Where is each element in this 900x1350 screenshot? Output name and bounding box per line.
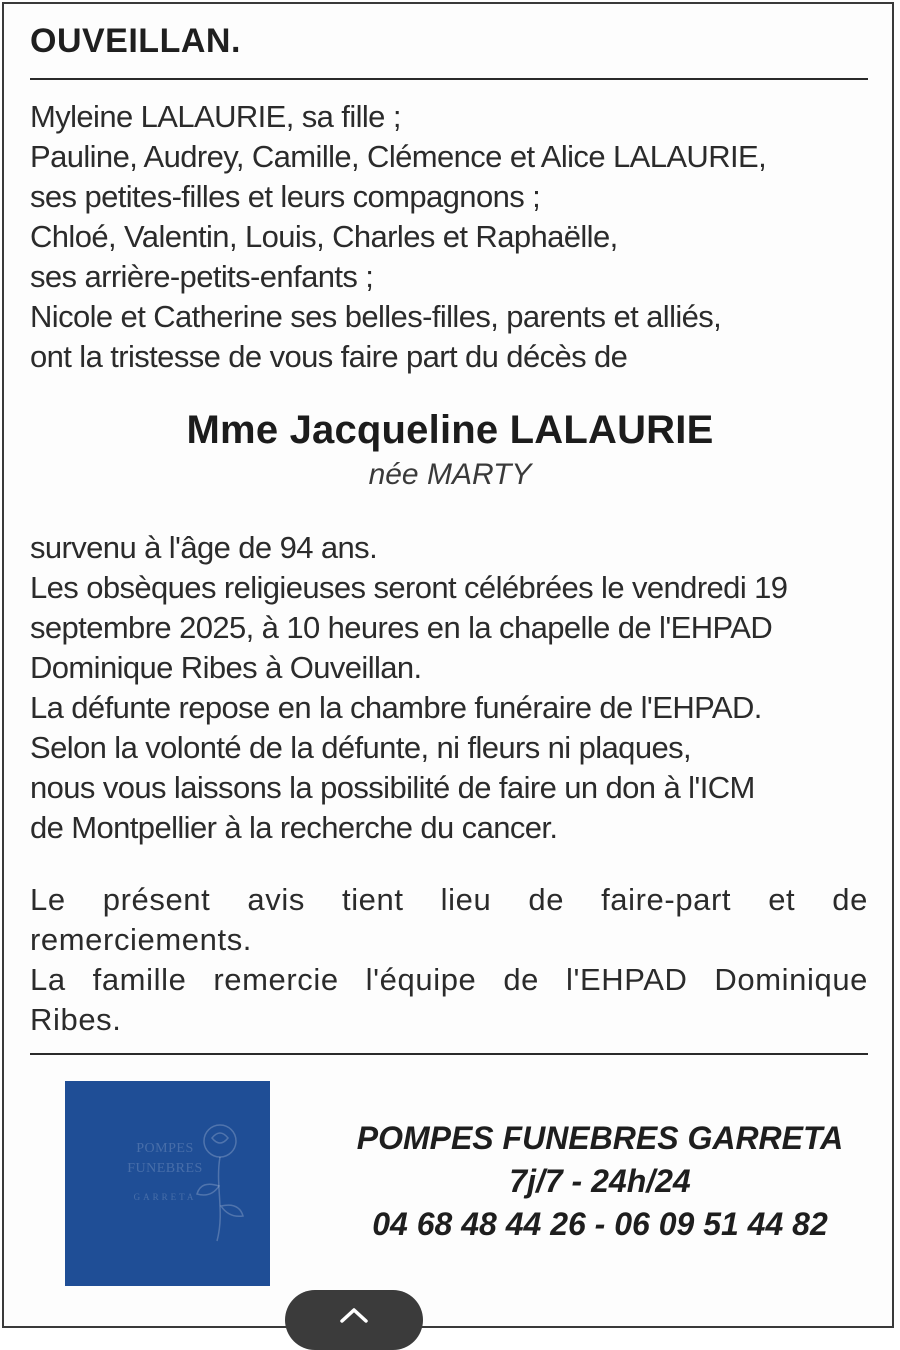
funeral-home-logo	[65, 1081, 270, 1286]
detail-line: Dominique Ribes à Ouveillan.	[30, 650, 422, 685]
detail-line: nous vous laissons la possibilité de faire un don à l'ICM	[30, 770, 755, 805]
family-line: Myleine LALAURIE, sa fille ;	[30, 99, 401, 134]
family-line: ses arrière-petits-enfants ;	[30, 259, 374, 294]
maiden-name: née MARTY	[368, 458, 532, 491]
top-divider	[30, 78, 868, 80]
family-line: Chloé, Valentin, Louis, Charles et Raphaëlle,	[30, 219, 618, 254]
closing-line: Ribes.	[30, 1002, 122, 1037]
closing-remarks	[30, 880, 875, 1040]
detail-line: Les obsèques religieuses seront célébrées le vendredi 19	[30, 570, 788, 605]
family-line: ses petites-filles et leurs compagnons ;	[30, 179, 541, 214]
family-line: Nicole et Catherine ses belles-filles, parents et alliés,	[30, 299, 722, 334]
detail-line: de Montpellier à la recherche du cancer.	[30, 810, 558, 845]
bottom-divider	[30, 1053, 868, 1055]
detail-line: La défunte repose en la chambre funéraire de l'EHPAD.	[30, 690, 762, 725]
logo-line: FUNEBRES	[127, 1161, 203, 1176]
detail-line: Selon la volonté de la défunte, ni fleurs ni plaques,	[30, 730, 692, 765]
funeral-home-name: POMPES FUNEBRES GARRETA	[356, 1120, 844, 1156]
closing-line: Le présent avis tient lieu de faire-part et de	[30, 882, 868, 917]
family-announcement	[30, 97, 875, 377]
logo-line: GARRETA	[133, 1192, 197, 1202]
closing-line: remerciements.	[30, 922, 253, 957]
closing-line: La famille remercie l'équipe de l'EHPAD Dominique	[30, 962, 868, 997]
funeral-details	[30, 528, 875, 848]
deceased-name: Mme Jacqueline LALAURIE	[186, 408, 714, 452]
family-line: Pauline, Audrey, Camille, Clémence et Alice LALAURIE,	[30, 139, 767, 174]
family-line: ont la tristesse de vous faire part du décès de	[30, 339, 628, 374]
detail-line: survenu à l'âge de 94 ans.	[30, 530, 378, 565]
town-heading: OUVEILLAN.	[30, 22, 241, 60]
funeral-home-hours: 7j/7 - 24h/24	[509, 1163, 691, 1199]
detail-line: septembre 2025, à 10 heures en la chapelle de l'EHPAD	[30, 610, 773, 645]
expand-panel-button[interactable]	[285, 1290, 423, 1350]
funeral-home-phones[interactable]: 04 68 48 44 26 - 06 09 51 44 82	[372, 1206, 828, 1242]
rose-icon	[185, 1116, 255, 1246]
chevron-up-icon	[339, 1306, 369, 1324]
logo-line: POMPES	[136, 1141, 194, 1156]
